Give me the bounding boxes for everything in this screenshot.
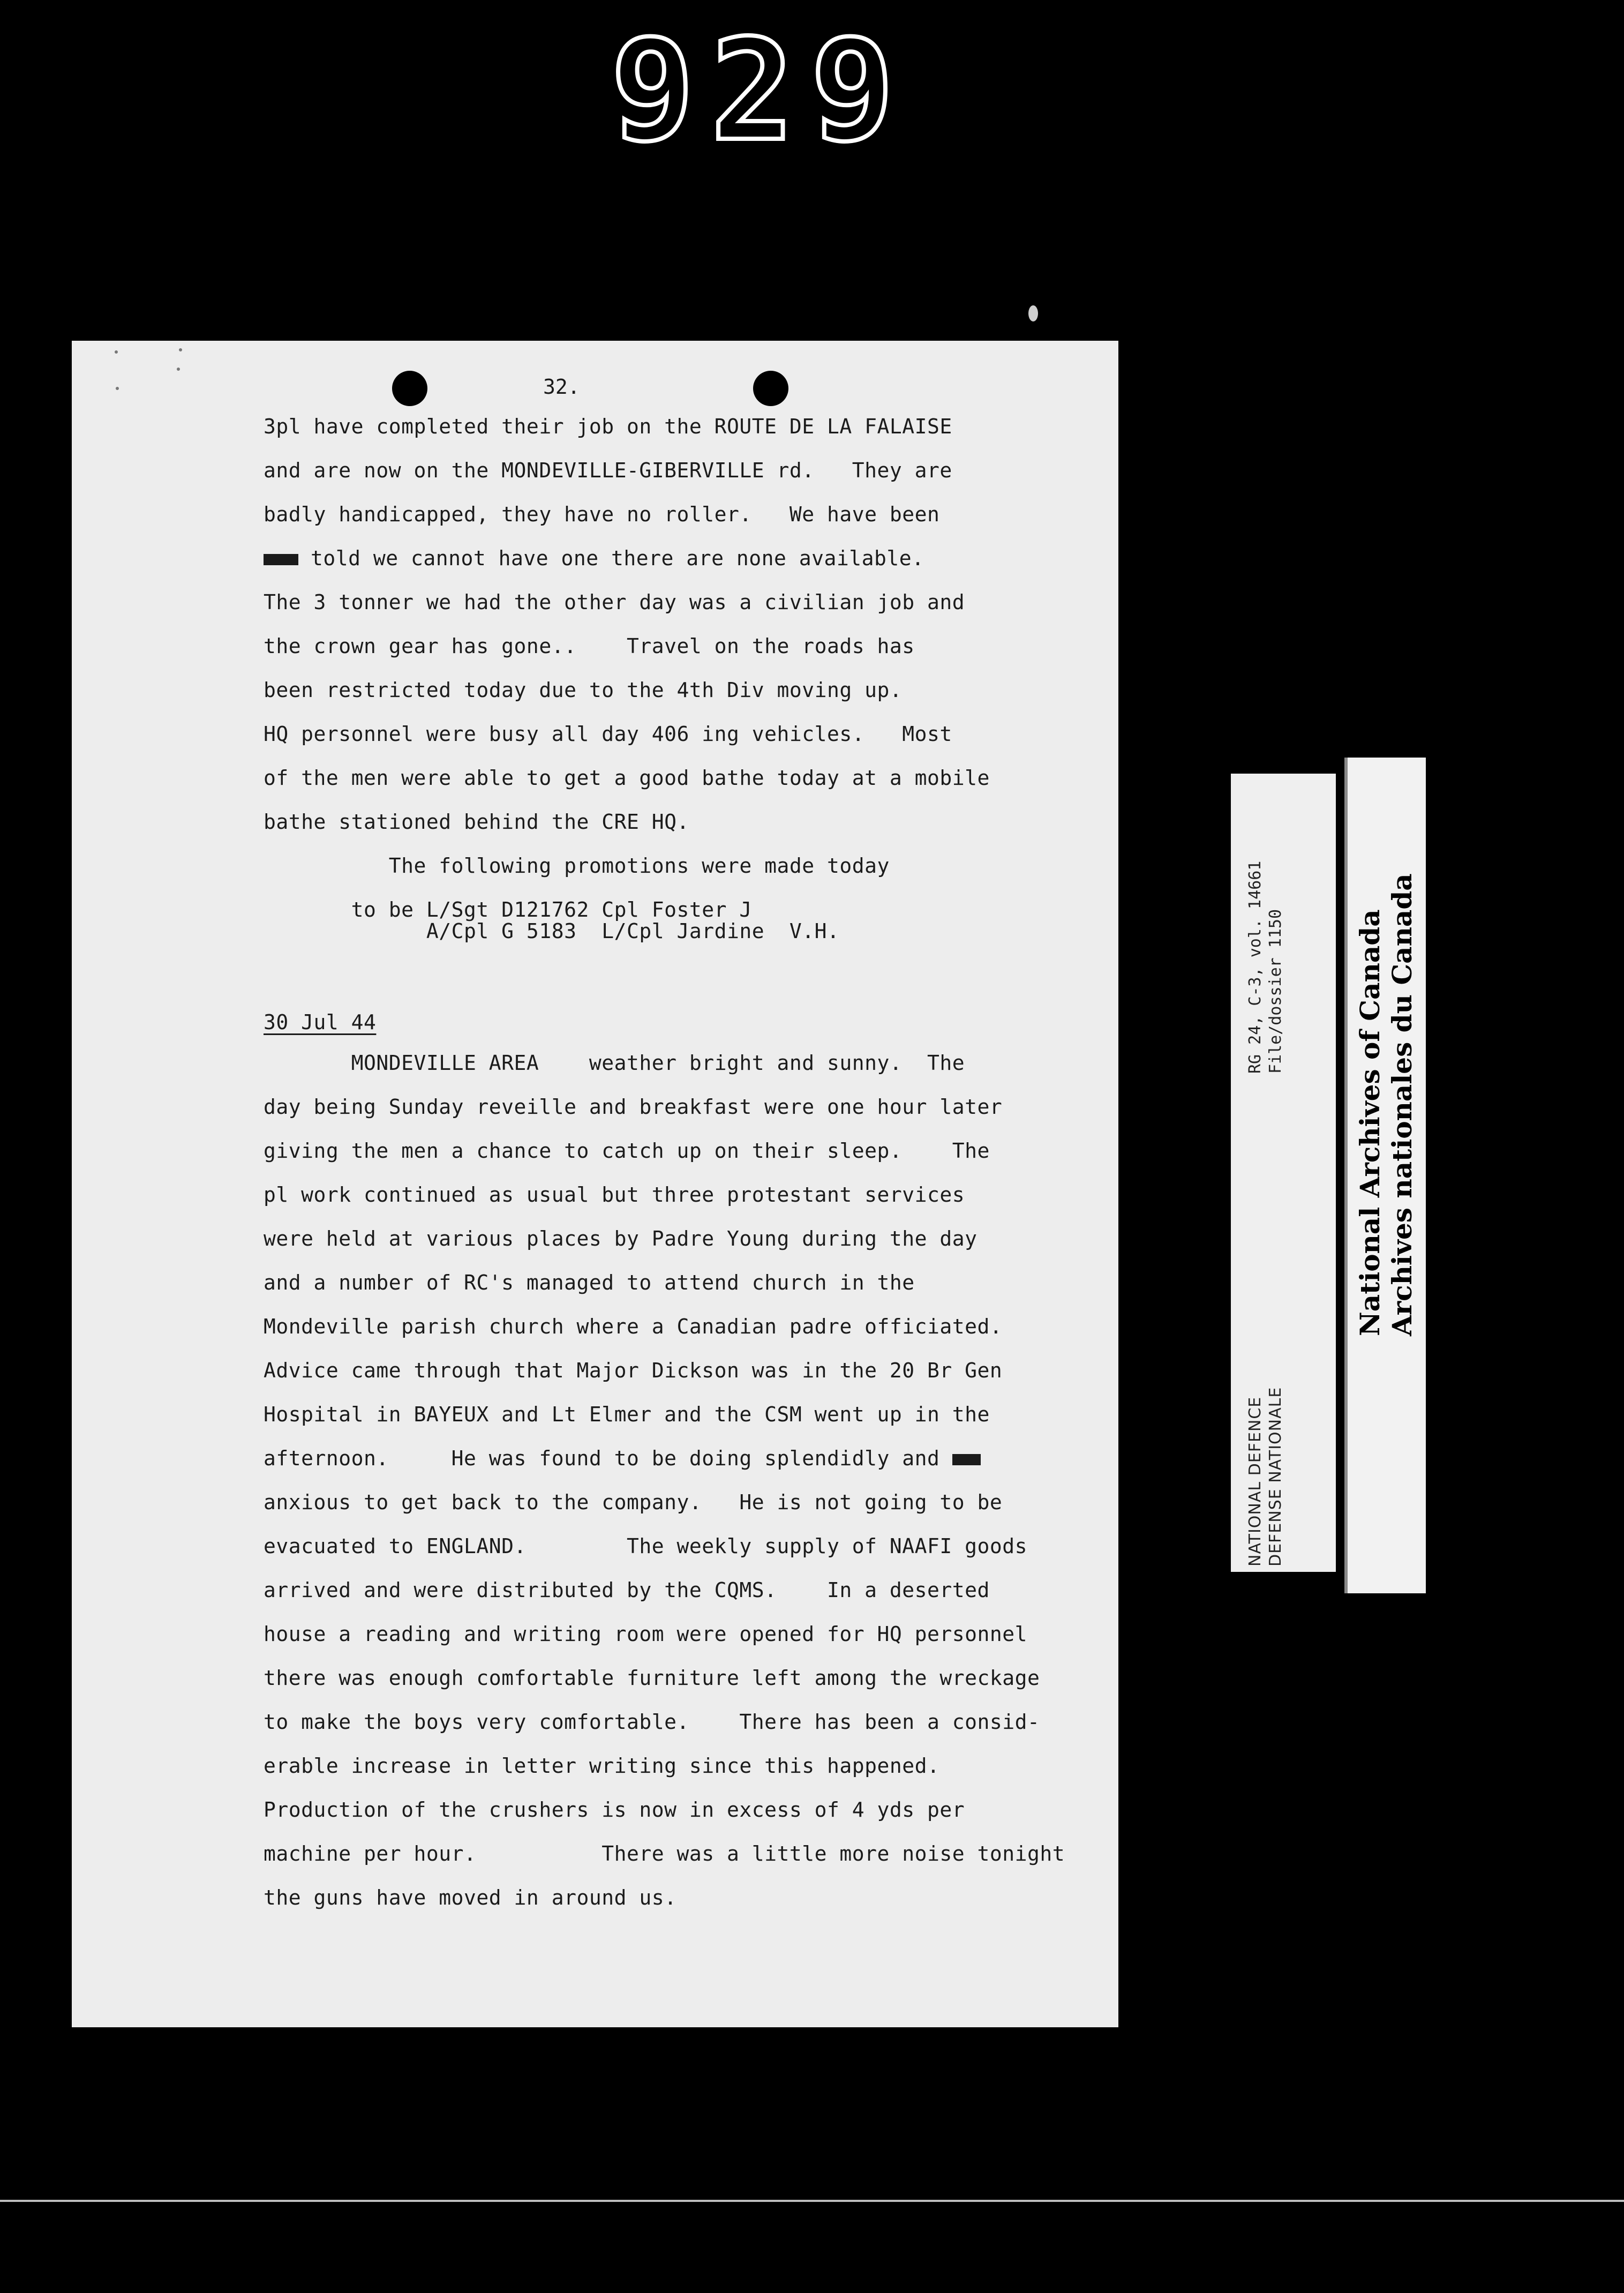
promotion-line: A/Cpl G 5183 L/Cpl Jardine V.H. bbox=[264, 919, 840, 943]
body-line: The 3 tonner we had the other day was a civilian job and bbox=[264, 590, 965, 614]
entry-line: Advice came through that Major Dickson was in the 20 Br Gen bbox=[264, 1359, 1003, 1382]
entry-line: Production of the crushers is now in excess of 4 yds per bbox=[264, 1798, 965, 1822]
body-line: been restricted today due to the 4th Div moving up. bbox=[264, 678, 903, 702]
entry-line: to make the boys very comfortable. There has been a consid- bbox=[264, 1710, 1040, 1734]
archive-reference-strip bbox=[1231, 774, 1336, 1572]
body-line: badly handicapped, they have no roller. We have been bbox=[264, 503, 940, 526]
body-line: the crown gear has gone.. Travel on the roads has bbox=[264, 634, 915, 658]
body-line: and are now on the MONDEVILLE-GIBERVILLE rd. They are bbox=[264, 459, 952, 482]
entry-line-text: afternoon. He was found to be doing splendidly and bbox=[264, 1447, 940, 1470]
body-line: HQ personnel were busy all day 406 ing vehicles. Most bbox=[264, 722, 952, 746]
punch-hole bbox=[753, 371, 788, 406]
microfilm-frame-number: 929 bbox=[611, 10, 911, 172]
punch-hole bbox=[392, 371, 427, 406]
entry-line: Hospital in BAYEUX and Lt Elmer and the CSM went up in the bbox=[264, 1403, 990, 1426]
entry-line: erable increase in letter writing since this happened. bbox=[264, 1754, 940, 1778]
archive-reference-line: File/dossier 1150 bbox=[1266, 909, 1285, 1074]
entry-line: and a number of RC's managed to attend church in the bbox=[264, 1271, 915, 1294]
entry-line: Mondeville parish church where a Canadian padre officiated. bbox=[264, 1315, 1003, 1338]
body-line-text: told we cannot have one there are none available. bbox=[298, 546, 924, 570]
document-page bbox=[72, 341, 1118, 2027]
entry-line: house a reading and writing room were opened for HQ personnel bbox=[264, 1622, 1028, 1646]
entry-line: anxious to get back to the company. He is not going to be bbox=[264, 1490, 1003, 1514]
struck-out-word bbox=[952, 1454, 981, 1465]
page-number: 32. bbox=[543, 375, 580, 399]
entry-line: giving the men a chance to catch up on their sleep. The bbox=[264, 1139, 990, 1163]
body-line: bathe stationed behind the CRE HQ. bbox=[264, 810, 689, 834]
date-heading: 30 Jul 44 bbox=[264, 1010, 377, 1034]
entry-line: MONDEVILLE AREA weather bright and sunny. The bbox=[264, 1051, 965, 1075]
national-defence-label: NATIONAL DEFENCE bbox=[1246, 1396, 1265, 1567]
film-speck bbox=[1028, 305, 1038, 321]
archive-stamp-strip bbox=[1344, 758, 1426, 1593]
entry-line: machine per hour. There was a little more noise tonight bbox=[264, 1842, 1065, 1865]
entry-line: pl work continued as usual but three protestant services bbox=[264, 1183, 965, 1207]
entry-line bbox=[264, 1447, 981, 1470]
national-archives-label-english: National Archives of Canada bbox=[1354, 909, 1386, 1336]
struck-out-word bbox=[264, 554, 298, 565]
entry-line: the guns have moved in around us. bbox=[264, 1886, 677, 1909]
body-line: 3pl have completed their job on the ROUTE DE LA FALAISE bbox=[264, 415, 952, 438]
national-archives-label-french: Archives nationales du Canada bbox=[1386, 873, 1418, 1336]
body-line: of the men were able to get a good bathe today at a mobile bbox=[264, 766, 990, 790]
archive-reference-line: RG 24, C-3, vol. 14661 bbox=[1246, 860, 1265, 1074]
body-line: The following promotions were made today bbox=[264, 854, 890, 878]
defense-nationale-label: DEFENSE NATIONALE bbox=[1266, 1387, 1285, 1567]
film-edge-line bbox=[0, 2200, 1624, 2202]
body-line bbox=[264, 546, 924, 570]
entry-line: were held at various places by Padre Young during the day bbox=[264, 1227, 978, 1250]
page-speck bbox=[179, 348, 182, 351]
entry-line: arrived and were distributed by the CQMS. In a deserted bbox=[264, 1578, 990, 1602]
entry-line: day being Sunday reveille and breakfast were one hour later bbox=[264, 1095, 1003, 1119]
entry-line: there was enough comfortable furniture left among the wreckage bbox=[264, 1666, 1040, 1690]
entry-line: evacuated to ENGLAND. The weekly supply of NAAFI goods bbox=[264, 1534, 1028, 1558]
promotion-line: to be L/Sgt D121762 Cpl Foster J bbox=[264, 898, 752, 921]
page-speck bbox=[177, 368, 180, 371]
